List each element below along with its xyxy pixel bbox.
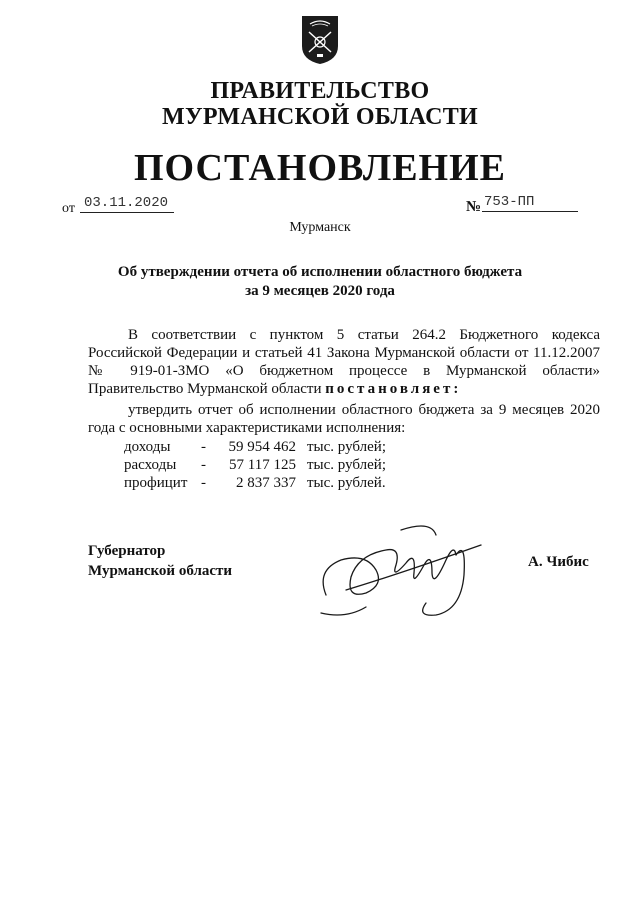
budget-row-income	[124, 438, 424, 456]
document-type-title: ПОСТАНОВЛЕНИЕ	[133, 147, 507, 189]
coat-of-arms-emblem	[298, 12, 342, 66]
row-unit: тыс. рублей;	[307, 439, 386, 455]
decision-paragraph: утвердить отчет об исполнении областного бюджета за 9 месяцев 2020 года с основными характеристиками исполнения:	[88, 402, 600, 436]
signatory-name: А. Чибис	[528, 554, 589, 570]
body-intro-paragraph	[88, 326, 600, 398]
row-dash: -	[201, 475, 206, 491]
row-label: доходы	[124, 439, 171, 455]
date-value: 03.11.2020	[84, 195, 169, 211]
subject-line2: за 9 месяцев 2020 года	[245, 283, 395, 299]
row-unit: тыс. рублей;	[307, 457, 386, 473]
subject-line1: Об утверждении отчета об исполнении областного бюджета	[117, 264, 523, 280]
date-field	[80, 195, 174, 213]
budget-row-expenses	[124, 456, 424, 474]
handwritten-signature	[306, 515, 506, 625]
row-unit: тыс. рублей.	[307, 475, 386, 491]
row-label: расходы	[124, 457, 177, 473]
resolves-word: постановляет:	[325, 381, 462, 397]
signatory-position	[88, 541, 232, 581]
number-prefix: №	[466, 199, 482, 215]
row-value: 2 837 337	[236, 475, 296, 491]
body-intro-text: В соответствии с пунктом 5 статьи 264.2 Бюджетного кодекса Российской Федерации и статьей 41 Закона Мурманской области от 11.12.2007 № 919-01-ЗМО «О бюджетном процессе в Мурманской области» Правительство Мурманской области	[88, 327, 600, 397]
position-line2: Мурманской области	[88, 563, 233, 579]
budget-row-surplus	[124, 474, 424, 492]
org-name-line1: ПРАВИТЕЛЬСТВО	[210, 78, 430, 104]
row-label: профицит	[124, 475, 188, 491]
org-name-line2: МУРМАНСКОЙ ОБЛАСТИ	[162, 104, 478, 130]
row-value: 59 954 462	[228, 439, 296, 455]
row-dash: -	[201, 457, 206, 473]
number-field	[482, 194, 578, 212]
date-prefix: от	[62, 201, 75, 216]
number-value: 753-ПП	[484, 194, 535, 210]
row-value: 57 117 125	[229, 457, 296, 473]
city: Мурманск	[289, 220, 351, 235]
position-line1: Губернатор	[88, 543, 166, 559]
row-dash: -	[201, 439, 206, 455]
